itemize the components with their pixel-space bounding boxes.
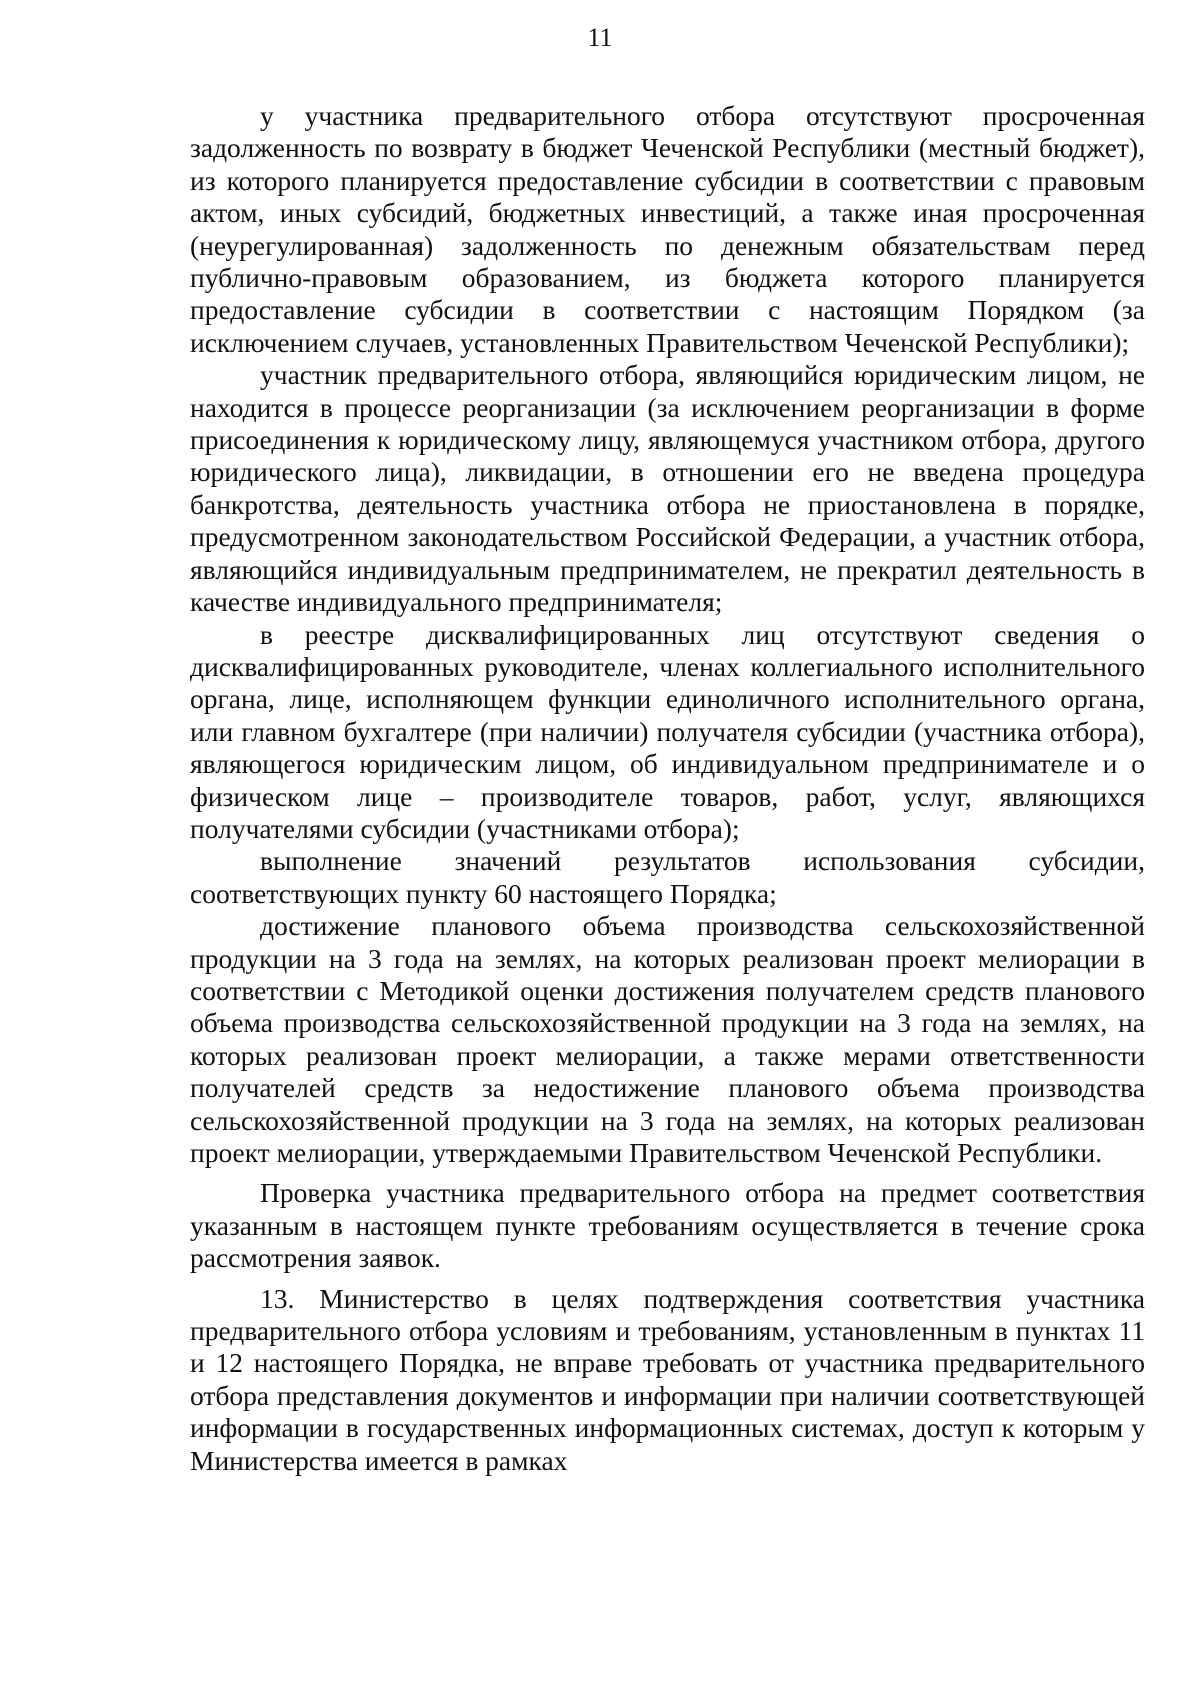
paragraph-legal-entity-status: участник предварительного отбора, являющийся юридическим лицом, не находится в процессе реорганизации (за исключением реорганизации в форме присоединения к юридическому лицу, являющемуся участником отбора, другого юридического лица), ликвидации, в отношении его не введена процедура банкротства, деятельность участника отбора не приостановлена в порядке, предусмотренном законодательством Российской Федерации, а участник отбора, являющийся индивидуальным предпринимателем, не прекратил деятельность в качестве индивидуального предпринимателя; [190, 359, 1145, 618]
paragraph-subsidy-results: выполнение значений результатов использования субсидии, соответствующих пункту 60 настоящего Порядка; [190, 845, 1145, 909]
paragraph-disqualified-persons: в реестре дисквалифицированных лиц отсутствуют сведения о дисквалифицированных руководителе, членах коллегиального исполнительного органа, лице, исполняющем функции единоличного исполнительного органа, или главном бухгалтере (при наличии) получателя субсидии (участника отбора), являющегося юридическим лицом, об индивидуальном предпринимателе и о физическом лице – производителе товаров, работ, услуг, являющихся получателями субсидии (участниками отбора); [190, 618, 1145, 844]
paragraph-item-13: 13. Министерство в целях подтверждения соответствия участника предварительного отбора условиям и требованиям, установленным в пунктах 11 и 12 настоящего Порядка, не вправе требовать от участника предварительного отбора представления документов и информации при наличии соответствующей информации в государственных информационных системах, доступ к которым у Министерства имеется в рамках [190, 1282, 1145, 1476]
paragraph-verification: Проверка участника предварительного отбора на предмет соответствия указанным в настоящем пункте требованиям осуществляется в течение срока рассмотрения заявок. [190, 1177, 1145, 1274]
page-number: 11 [587, 23, 613, 52]
paragraph-overdue-debt: у участника предварительного отбора отсутствуют просроченная задолженность по возврату в бюджет Чеченской Республики (местный бюджет), из которого планируется предоставление субсидии в соответствии с правовым актом, иных субсидий, бюджетных инвестиций, а также иная просроченная (неурегулированная) задолженность по денежным обязательствам перед публично-правовым образованием, из бюджета которого планируется предоставление субсидии в соответствии с настоящим Порядком (за исключением случаев, установленных Правительством Чеченской Республики); [190, 100, 1145, 358]
document-body [190, 100, 1145, 1477]
paragraph-production-volume: достижение планового объема производства сельскохозяйственной продукции на 3 года на землях, на которых реализован проект мелиорации в соответствии с Методикой оценки достижения получателем средств планового объема производства сельскохозяйственной продукции на 3 года на землях, на которых реализован проект мелиорации, а также мерами ответственности получателей средств за недостижение планового объема производства сельскохозяйственной продукции на 3 года на землях, на которых реализован проект мелиорации, утверждаемыми Правительством Чеченской Республики. [190, 910, 1145, 1168]
